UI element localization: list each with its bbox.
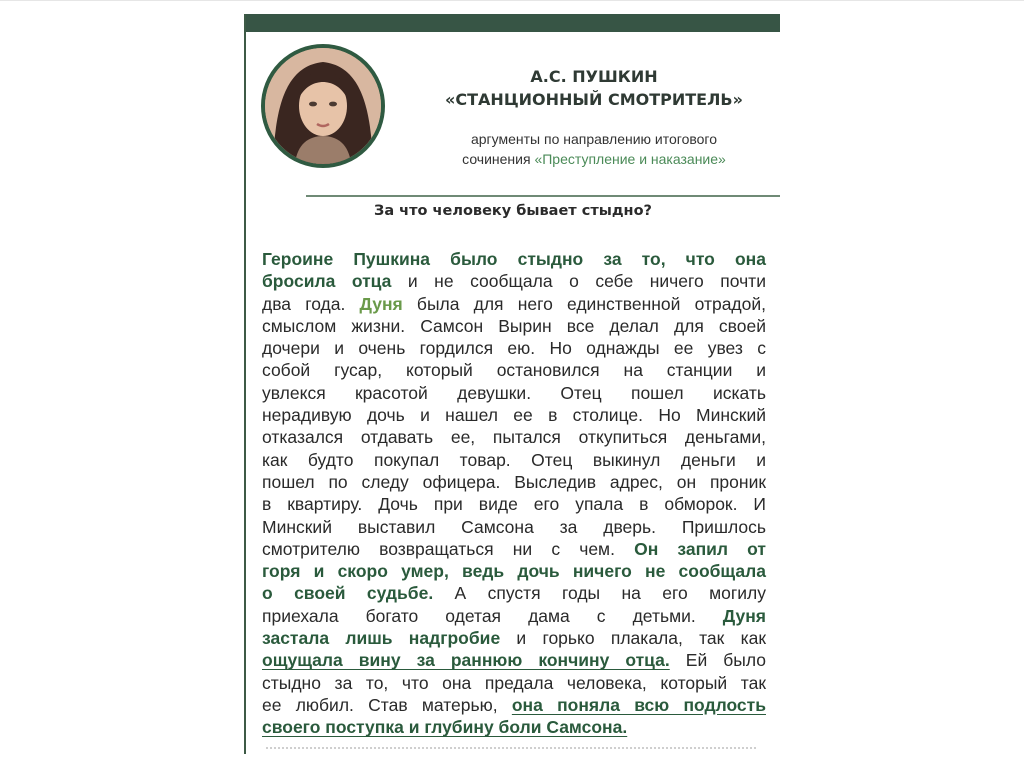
body-line: смыслом жизни. Самсон Вырин все делал для своей: [262, 315, 766, 336]
header-bar: [246, 14, 780, 32]
subtitle: [414, 129, 774, 169]
highlight-underlined: она поняла всю подлость: [511, 694, 766, 715]
divider-line: [306, 195, 780, 197]
cut-off-footer: [266, 747, 756, 754]
subtitle-accent: «Преступление и наказание»: [534, 151, 726, 167]
body-line: увлекся красотой девушки. Отец пошел искать: [262, 382, 766, 403]
highlight: о своей судьбе.: [262, 583, 434, 604]
body-line: пошел по следу офицера. Выследив адрес, он проник: [262, 471, 766, 492]
highlight-underlined: своего поступка и глубину боли Самсона.: [262, 717, 628, 738]
text: была для него единственной отрадой,: [402, 293, 767, 314]
text: Ей было: [669, 650, 766, 671]
body-line: в квартиру. Дочь при виде его упала в обморок. И: [262, 494, 766, 515]
subtitle-line-2: [414, 149, 774, 169]
work-title: «СТАНЦИОННЫЙ СМОТРИТЕЛЬ»: [445, 90, 743, 109]
highlight: застала лишь надгробие: [262, 628, 501, 649]
body-line: [262, 605, 766, 627]
text: приехала богато одетая дама с детьми.: [262, 605, 723, 626]
body-line: Минский выставил Самсона за дверь. Пришлось: [262, 516, 766, 537]
body-line: [262, 560, 766, 582]
text: А спустя годы на его могилу: [433, 583, 767, 604]
body-line: нерадивую дочь и нашел ее в столице. Но Минский: [262, 405, 766, 426]
body-line: собой гусар, который остановился на станции и: [262, 360, 766, 381]
text: ее любил. Став матерью,: [262, 694, 512, 715]
body-line: [262, 538, 766, 560]
body-text: [262, 248, 766, 739]
highlight: горя и скоро умер, ведь дочь ничего не сообщала: [262, 561, 766, 582]
highlight-name: Дуня: [359, 293, 403, 314]
text: и горько плакала, так как: [500, 628, 766, 649]
body-line: стыдно за то, что она предала человека, который так: [262, 672, 766, 693]
body-line: как будто покупал товар. Отец выкинул деньги и: [262, 449, 766, 470]
text: смотрителю возвращаться ни с чем.: [262, 538, 635, 559]
highlight: бросила отца: [262, 271, 392, 292]
document-card: [244, 14, 780, 754]
highlight: Дуня: [722, 605, 766, 626]
body-line: [262, 248, 766, 270]
body-line: [262, 694, 766, 716]
subtitle-prefix: сочинения: [462, 151, 535, 167]
body-line: дочери и очень гордился ею. Но однажды ее увез с: [262, 338, 766, 359]
highlight-underlined: ощущала вину за раннюю кончину отца.: [262, 650, 670, 671]
title-block: [414, 65, 774, 111]
body-line: [262, 582, 766, 604]
highlight: Он запил от: [634, 538, 766, 559]
body-line: [262, 716, 766, 738]
text: и не сообщала о себе ничего почти: [391, 271, 766, 292]
body-line: [262, 293, 766, 315]
portrait-image: [261, 44, 385, 168]
question-heading: За что человеку бывает стыдно?: [374, 203, 652, 219]
highlight: Героине Пушкина было стыдно за то, что она: [262, 249, 766, 269]
body-line: [262, 627, 766, 649]
body-line: отказался отдавать ее, пытался откупиться деньгами,: [262, 427, 766, 448]
author-name: А.С. ПУШКИН: [530, 67, 658, 86]
subtitle-line-1: аргументы по направлению итогового: [470, 131, 718, 147]
body-line: [262, 649, 766, 671]
body-line: [262, 270, 766, 292]
text: два года.: [262, 293, 360, 314]
